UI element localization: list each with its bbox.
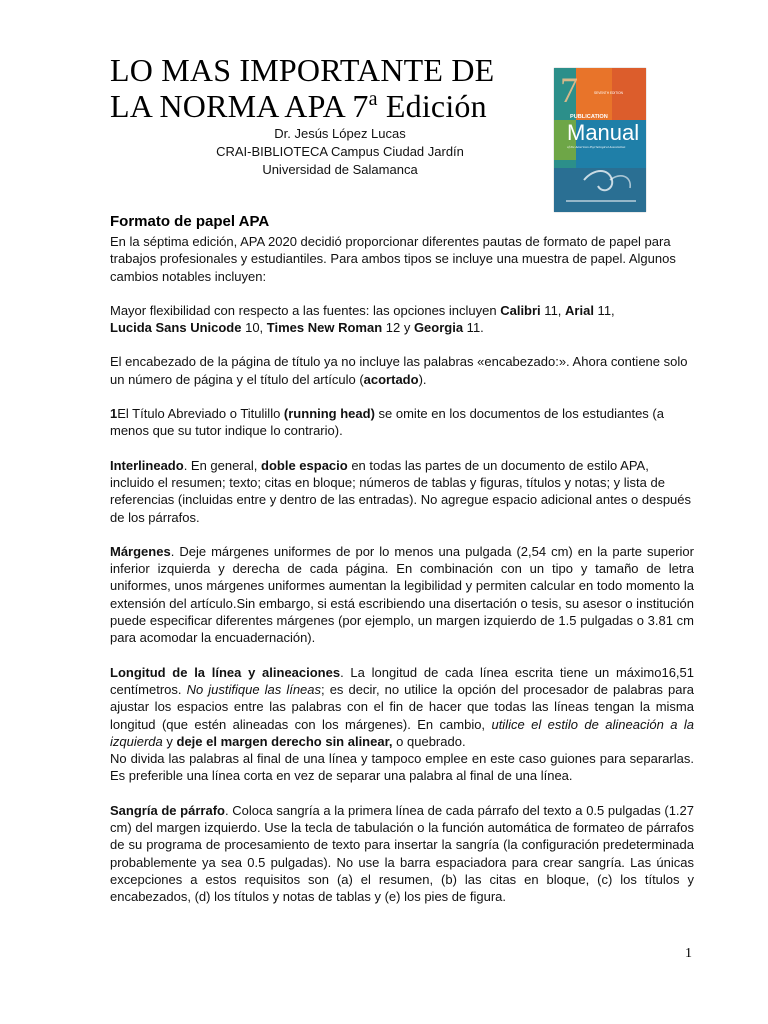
author-university: Universidad de Salamanca: [262, 162, 418, 177]
line-spacing-paragraph: Interlineado. En general, doble espacio en todas las partes de un documento de estilo APA, incluido el resumen; texto; citas en bloque; números de tablas y figuras, títulos y notas; y lista de referencias (incluidas entre y dentro de las entradas). No agregue espacio adicional antes o después de los párrafos.: [110, 457, 692, 525]
svg-text:Manual: Manual: [567, 120, 640, 145]
title-line-1: LO MAS IMPORTANTE DE: [110, 52, 495, 88]
hyphenation-paragraph: No divida las palabras al final de una línea y tampoco emplee en este caso guiones para separarlas. Es preferible una línea corta en vez de separar una palabra al final de una línea.: [110, 751, 694, 784]
title-line-2: LA NORMA APA 7$^a$ Edición: [110, 88, 487, 124]
book-cover-image: [554, 68, 646, 212]
line-length-paragraph: Longitud de la línea y alineaciones. La longitud de cada línea escrita tiene un máximo16,51 centímetros. No justifique las líneas; es decir, no utilice la opción del procesador de palabras para ajustar los espacios entre las palabras con el fin de hacer que todas las líneas tengan la misma longitud (que estén alineadas con los márgenes). En cambio, utilice el estilo de alineación a la izquierda y deje el margen derecho sin alinear, o quebrado.: [110, 664, 695, 749]
svg-text:SEVENTH EDITION: SEVENTH EDITION: [594, 91, 623, 95]
author-name: Dr. Jesús López Lucas: [274, 126, 406, 141]
page-number: 1: [685, 946, 692, 961]
publication-manual-cover: [554, 68, 646, 212]
intro-paragraph: En la séptima edición, APA 2020 decidió proporcionar diferentes pautas de formato de papel para trabajos profesionales y estudiantiles. Para ambos tipos se incluye una muestra de papel. Algunos cambios notables incluyen:: [110, 234, 676, 284]
author-block: [170, 125, 510, 179]
document-title: [110, 52, 550, 124]
running-head-paragraph: 1El Título Abreviado o Titulillo (running head) se omite en los documentos de los estudiantes (a menos que su tutor indique lo contrario).: [110, 406, 664, 439]
section-heading: Formato de papel APA: [110, 213, 270, 230]
author-affiliation: CRAI-BIBLIOTECA Campus Ciudad Jardín: [216, 144, 464, 159]
svg-text:of the American Psychological: of the American Psychological Association: [567, 145, 626, 149]
title-page-header-paragraph: El encabezado de la página de título ya no incluye las palabras «encabezado:». Ahora contiene solo un número de página y el título del artículo (acortado).: [110, 354, 688, 387]
svg-text:7: 7: [560, 70, 578, 110]
fonts-paragraph: Mayor flexibilidad con respecto a las fuentes: las opciones incluyen Calibri 11, Arial 11, Lucida Sans Unicode 10, Times New Roman 12 y Georgia 11.: [110, 302, 615, 336]
indent-paragraph: Sangría de párrafo. Coloca sangría a la primera línea de cada párrafo del texto a 0.5 pulgadas (1.27 cm) del margen izquierdo. Use la tecla de tabulación o la función automática de formateo de párrafos de su programa de procesamiento de texto para insertar la sangría (la configuración predeterminada probablemente ya sea 0.5 pulgadas). No use la barra espaciadora para crear sangría. Las únicas excepciones a estos requisitos son (a) el resumen, (b) las citas en bloque, (c) los títulos y encabezados, (d) los títulos y notas de tablas y (e) los pies de figura.: [110, 802, 694, 905]
svg-text:PUBLICATION: PUBLICATION: [570, 114, 608, 120]
margins-paragraph: Márgenes. Deje márgenes uniformes de por lo menos una pulgada (2,54 cm) en la parte superior inferior izquierda y derecha de cada página. En combinación con un tipo y tamaño de letra uniformes, unos márgenes uniformes aumentan la legibilidad y permiten calcular en todo momento la extensión del artículo.Sin embargo, si está escribiendo una disertación o tesis, su asesor o institución puede especificar diferentes márgenes (por ejemplo, un margen izquierdo de 1.5 pulgadas o 3.81 cm para acomodar la encuadernación).: [110, 543, 694, 646]
document-body: [110, 212, 694, 923]
